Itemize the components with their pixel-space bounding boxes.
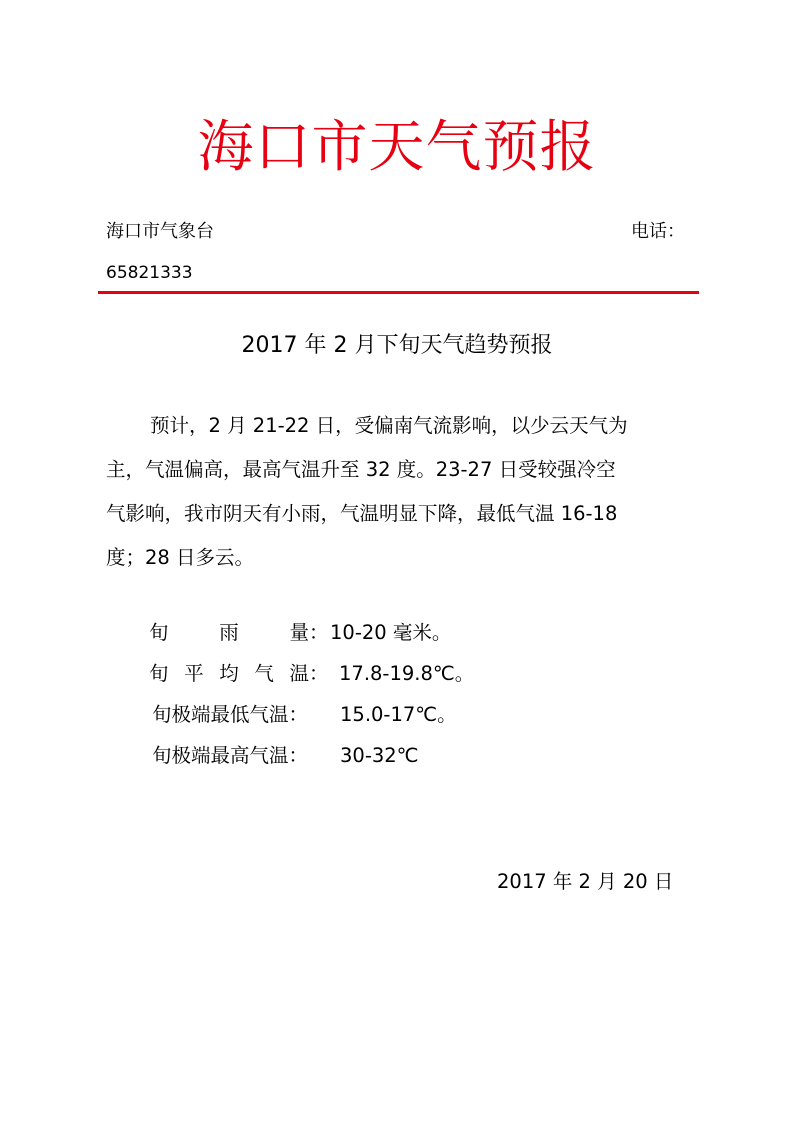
forecast-paragraph <box>106 404 690 580</box>
rainfall-colon: ： <box>309 621 329 644</box>
masthead-title: 海口市天气预报 <box>197 115 597 180</box>
min-temp-value: 15.0-17℃。 <box>340 703 457 726</box>
max-temp-value: 30-32℃ <box>340 744 419 767</box>
issue-date: 2017 年 2 月 20 日 <box>497 870 674 893</box>
report-title: 2017 年 2 月下旬天气趋势预报 <box>241 333 553 358</box>
rainfall-value: 10-20 毫米。 <box>330 621 452 644</box>
phone-label: 电话： <box>631 221 685 242</box>
sender-name: 海口市气象台 <box>106 221 214 242</box>
paragraph-line: 度；28 日多云。 <box>106 546 255 569</box>
paragraph-line: 气影响，我市阴天有小雨，气温明显下降，最低气温 16-18 <box>106 502 618 525</box>
phone-number: 65821333 <box>106 263 193 283</box>
paragraph-line: 主，气温偏高，最高气温升至 32 度。23-27 日受较强冷空 <box>106 458 616 481</box>
avg-temp-value: 17.8-19.8℃。 <box>339 662 475 685</box>
min-temp-label: 旬极端最低气温： <box>152 703 309 726</box>
avg-temp-label: 旬 平 均 气 温 <box>149 662 309 685</box>
header-divider <box>98 291 699 294</box>
paragraph-line: 预计，2 月 21-22 日，受偏南气流影响，以少云天气为 <box>150 414 628 437</box>
avg-temp-colon: ： <box>309 662 329 685</box>
max-temp-label: 旬极端最高气温： <box>152 744 309 767</box>
rainfall-label: 旬 雨 量 <box>149 621 309 644</box>
